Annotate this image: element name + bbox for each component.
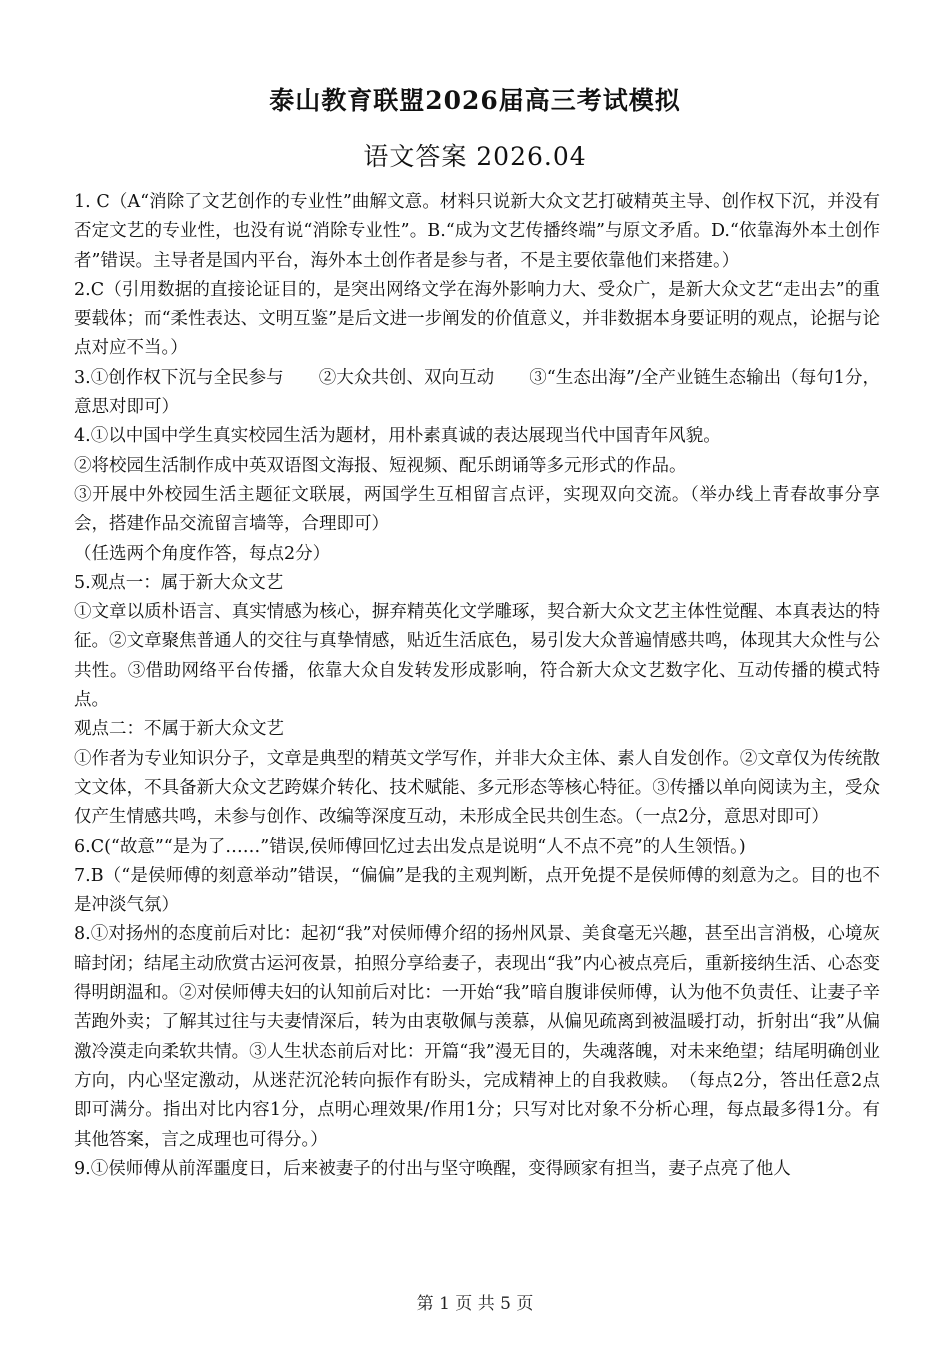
answer-paragraph: ①作者为专业知识分子，文章是典型的精英文学写作，并非大众主体、素人自发创作。②文章仅为传统散文文体，不具备新大众文艺跨媒介转化、技术赋能、多元形态等核心特征。③传播以单向阅读为主，受众仅产生情感共鸣，未参与创作、改编等深度互动，未形成全民共创生态。（一点2分，意思对即可） <box>74 748 880 828</box>
answer-paragraph: 6.C(“故意”“是为了……”错误,侯师傅回忆过去出发点是说明“人不点不亮”的人生领悟。) <box>74 836 746 857</box>
page-subtitle: 语文答案 2026.04 <box>363 142 587 171</box>
answer-paragraph: 2.C（引用数据的直接论证目的，是突出网络文学在海外影响力大、受众广，是新大众文艺“走出去”的重要载体；而“柔性表达、文明互鉴”是后文进一步阐发的价值意义，并非数据本身要证明的观点，论据与论点对应不当。） <box>74 279 880 359</box>
answer-paragraph: 观点二：不属于新大众文艺 <box>74 719 284 740</box>
page-title: 泰山教育联盟2026届高三考试模拟 <box>269 86 681 115</box>
answer-paragraph: ③开展中外校园生活主题征文联展，两国学生互相留言点评，实现双向交流。（举办线上青春故事分享会，搭建作品交流留言墙等，合理即可） <box>74 484 880 535</box>
page-footer: 第 1 页 共 5 页 <box>416 1294 534 1314</box>
answer-paragraph: （任选两个角度作答，每点2分） <box>74 543 331 564</box>
answer-body <box>74 188 880 1184</box>
answer-paragraph: 5.观点一：属于新大众文艺 <box>74 572 284 593</box>
answer-paragraph: 8.①对扬州的态度前后对比：起初“我”对侯师傅介绍的扬州风景、美食毫无兴趣，甚至出言消极，心境灰暗封闭；结尾主动欣赏古运河夜景，拍照分享给妻子，表现出“我”内心被点亮后，重新接纳生活、心态变得明朗温和。②对侯师傅夫妇的认知前后对比：一开始“我”暗自腹诽侯师傅，认为他不负责任、让妻子辛苦跑外卖；了解其过往与夫妻情深后，转为由衷敬佩与羡慕，从偏见疏离到被温暖打动，折射出“我”从偏激冷漠走向柔软共情。③人生状态前后对比：开篇“我”漫无目的，失魂落魄，对未来绝望；结尾明确创业方向，内心坚定激动，从迷茫沉沦转向振作有盼头，完成精神上的自我救赎。 （每点2分，答出任意2点即可满分。指出对比内容1分，点明心理效果/作用1分；只写对比对象不分析心理，每点最多得1分。有其他答案，言之成理也可得分。） <box>74 924 880 1150</box>
answer-paragraph: 7.B（“是侯师傅的刻意举动”错误，“偏偏”是我的主观判断，点开免提不是侯师傅的刻意为之。目的也不是冲淡气氛） <box>74 865 880 916</box>
answer-paragraph: 4.①以中国中学生真实校园生活为题材，用朴素真诚的表达展现当代中国青年风貌。 <box>74 426 721 447</box>
answer-paragraph: ①文章以质朴语言、真实情感为核心，摒弃精英化文学雕琢，契合新大众文艺主体性觉醒、本真表达的特征。②文章聚焦普通人的交往与真挚情感，贴近生活底色，易引发大众普遍情感共鸣，体现其大众性与公共性。③借助网络平台传播，依靠大众自发转发形成影响，符合新大众文艺数字化、互动传播的模式特点。 <box>74 602 880 711</box>
answer-paragraph: ②将校园生活制作成中英双语图文海报、短视频、配乐朗诵等多元形式的作品。 <box>74 455 687 476</box>
answer-paragraph: 3.①创作权下沉与全民参与 ②大众共创、双向互动 ③“生态出海”/全产业链生态输出（每句1分，意思对即可） <box>74 367 880 418</box>
answer-paragraph: 1. C（A“消除了文艺创作的专业性”曲解文意。材料只说新大众文艺打破精英主导、创作权下沉，并没有否定文艺的专业性，也没有说“消除专业性”。B.“成为文艺传播终端”与原文矛盾。D.“依靠海外本土创作者”错误。主导者是国内平台，海外本土创作者是参与者，不是主要依靠他们来搭建。） <box>74 192 880 271</box>
answer-paragraph: 9.①侯师傅从前浑噩度日，后来被妻子的付出与坚守唤醒，变得顾家有担当，妻子点亮了他人 <box>74 1158 791 1179</box>
